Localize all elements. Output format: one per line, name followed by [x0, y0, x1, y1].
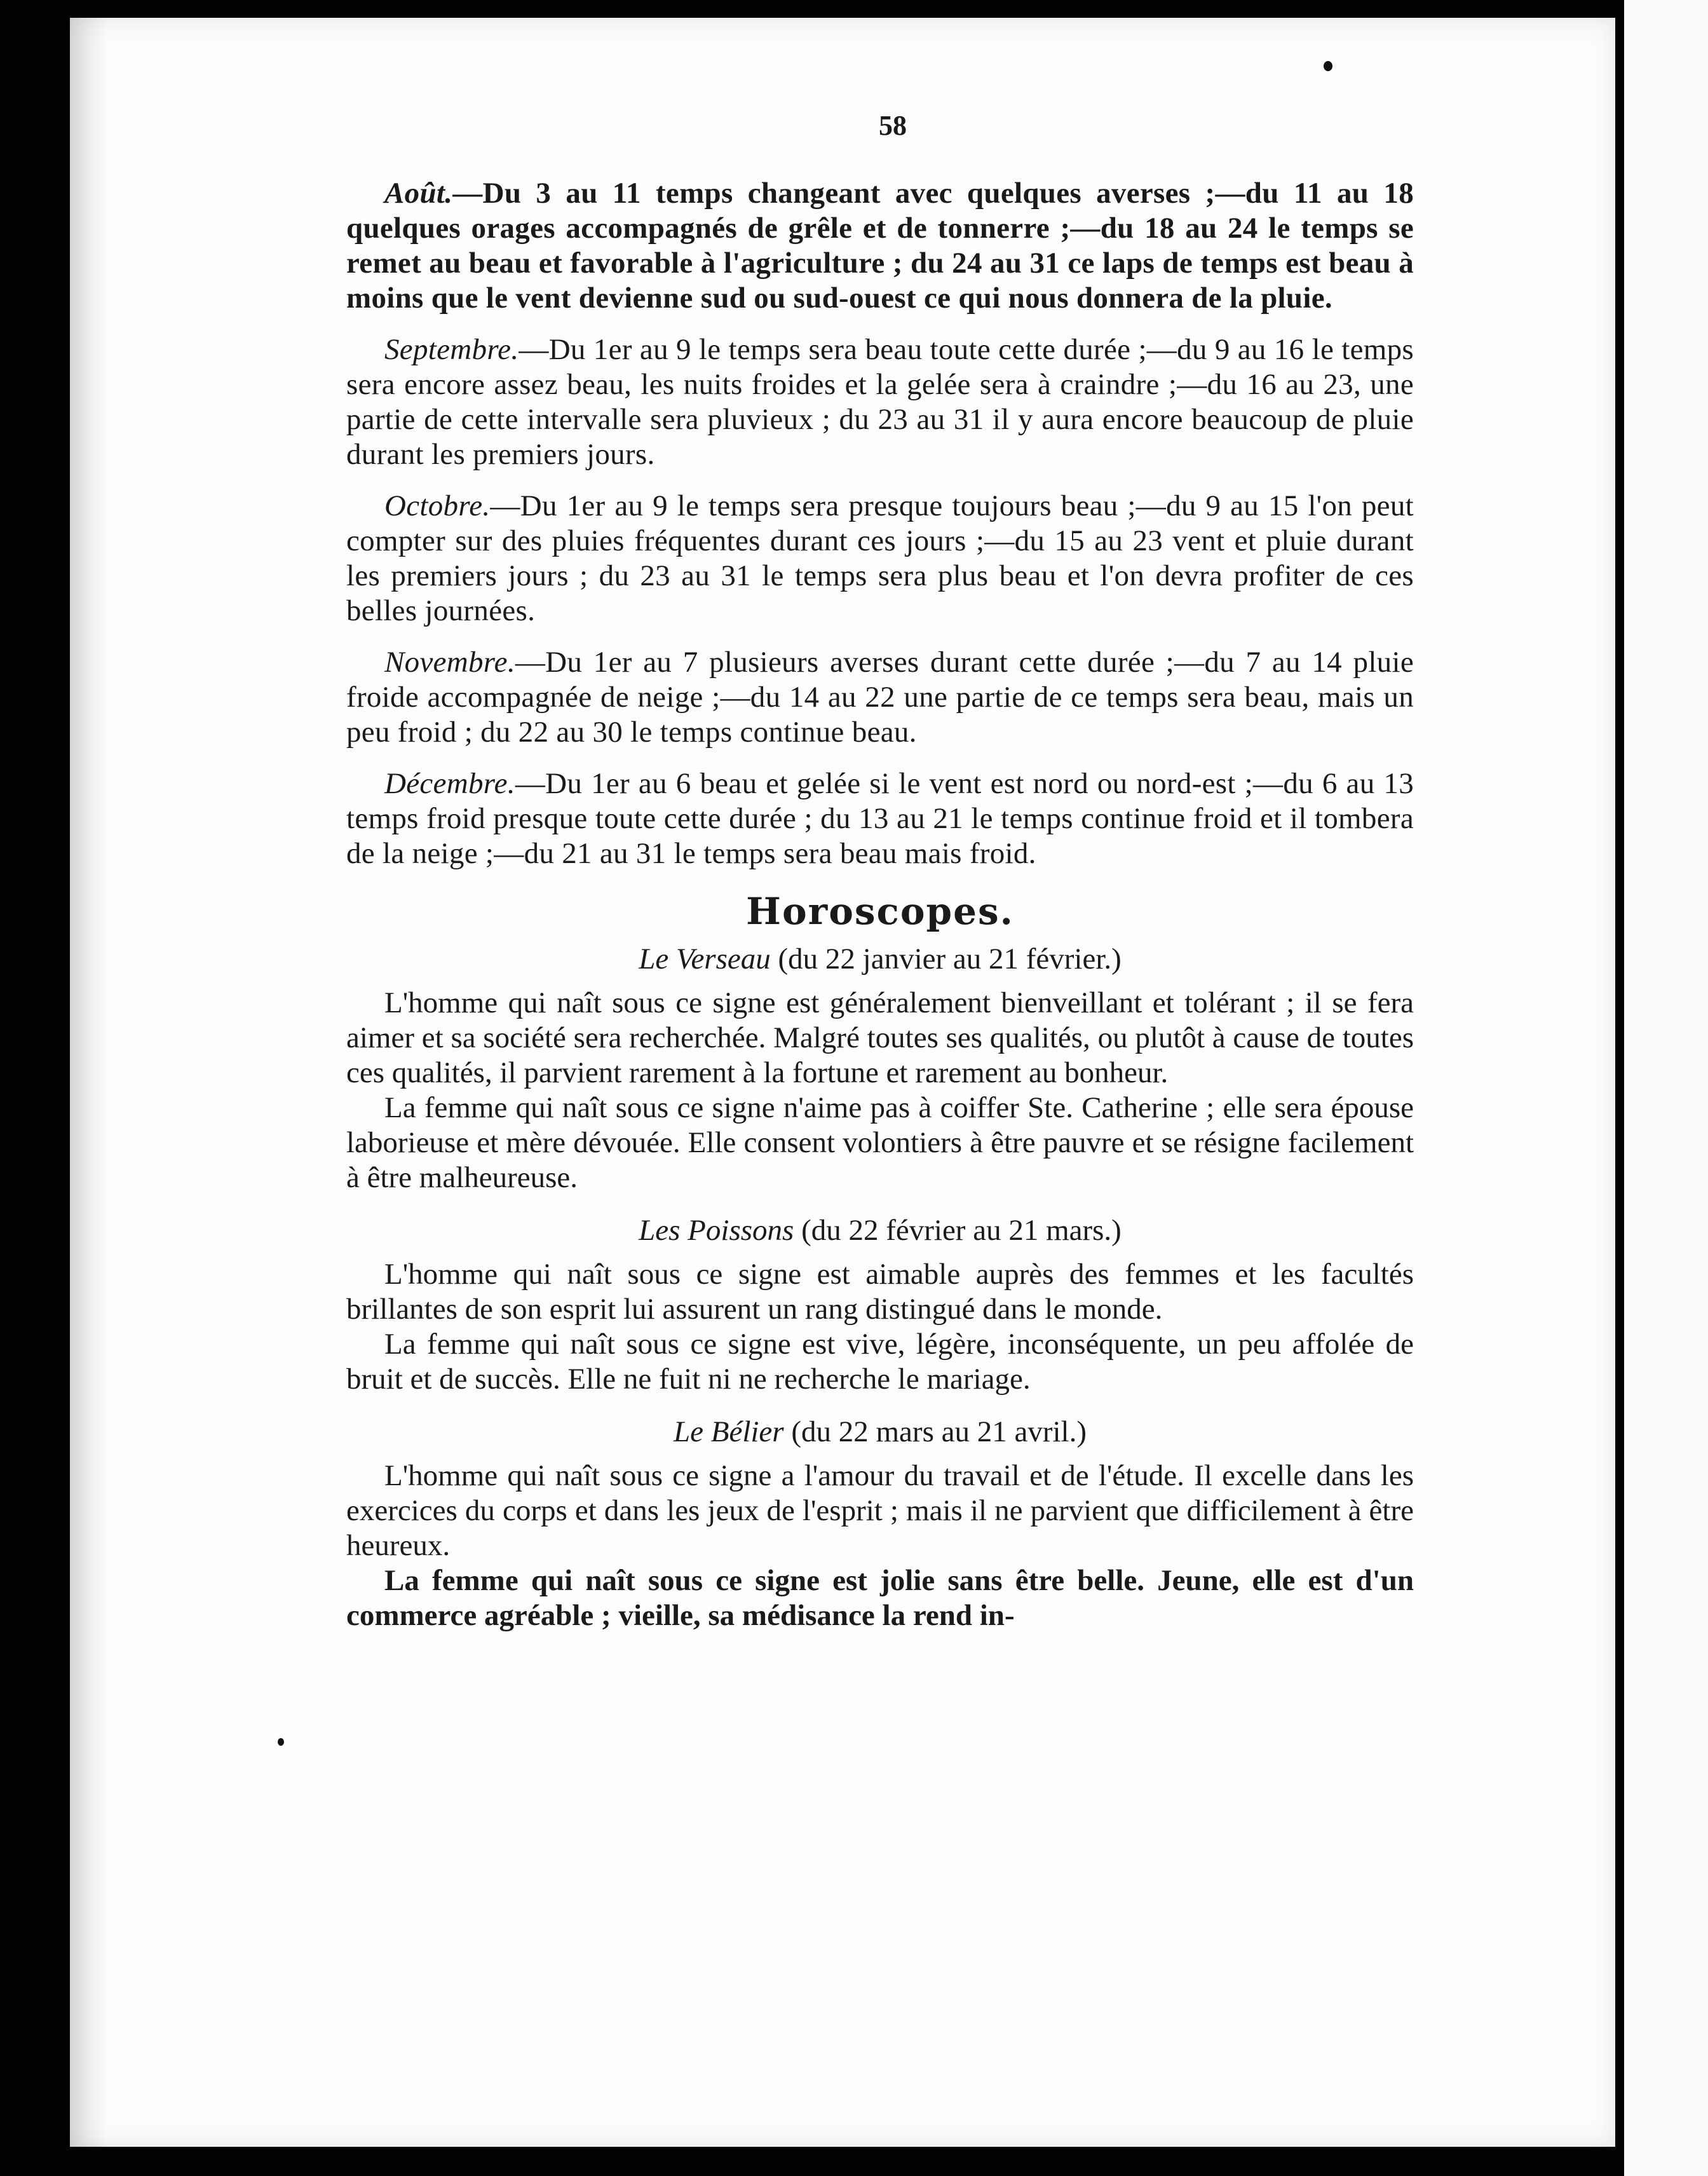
horoscope-femme: La femme qui naît sous ce signe est vive, légère, inconséquente, un peu affolée de bruit et de succès. Elle ne fuit ni ne recherche le mariage. — [346, 1328, 1414, 1396]
month-paragraph-novembre — [346, 645, 1414, 750]
horoscope-femme: La femme qui naît sous ce signe n'aime pas à coiffer Ste. Catherine ; elle sera épouse laborieuse et mère dévouée. Elle consent volontiers à être pauvre et se résigne facilement à être malheureuse. — [346, 1091, 1414, 1194]
sign-heading-belier — [346, 1415, 1414, 1450]
month-text: —Du 3 au 11 temps changeant avec quelques averses ;—du 11 au 18 quelques orages accompagnés de grêle et de tonnerre ;—du 18 au 24 le temps se remet au beau et favorable à l'agriculture ; du 24 au 31 ce laps de temps est beau à moins que le vent devienne sud ou sud-ouest ce qui nous donnera de la pluie. — [346, 177, 1414, 315]
ink-speck — [278, 1738, 284, 1746]
month-name: Octobre. — [384, 489, 491, 522]
page-number: 58 — [879, 110, 907, 141]
page-content — [346, 108, 1414, 1633]
month-name: Novembre. — [384, 646, 515, 679]
month-paragraph-decembre — [346, 766, 1414, 871]
month-name: Septembre. — [384, 333, 519, 366]
sign-dates: (du 22 janvier au 21 février.) — [770, 942, 1122, 976]
sign-dates: (du 22 mars au 21 avril.) — [783, 1415, 1087, 1448]
sign-name: Les Poissons — [639, 1214, 794, 1247]
sign-heading-poissons — [346, 1213, 1414, 1248]
horoscope-femme: La femme qui naît sous ce signe est jolie sans être belle. Jeune, elle est d'un commerce agréable ; vieille, sa médisance la rend in- — [346, 1564, 1414, 1632]
horoscope-homme: L'homme qui naît sous ce signe est aimable auprès des femmes et les facultés brillantes de son esprit lui assurent un rang distingué dans le monde. — [346, 1258, 1414, 1326]
sign-heading-verseau — [346, 942, 1414, 977]
month-text: —Du 1er au 7 plusieurs averses durant cette durée ;—du 7 au 14 pluie froide accompagnée de neige ;—du 14 au 22 une partie de ce temps sera beau, mais un peu froid ; du 22 au 30 le temps continue beau. — [346, 646, 1414, 749]
section-title: Horoscopes. — [746, 890, 1014, 933]
month-text: —Du 1er au 9 le temps sera beau toute cette durée ;—du 9 au 16 le temps sera encore assez beau, les nuits froides et la gelée sera à craindre ;—du 16 au 23, une partie de cette intervalle sera pluvieux ; du 23 au 31 il y aura encore beaucoup de pluie durant les premiers jours. — [346, 333, 1414, 471]
month-name: Décembre. — [384, 767, 515, 800]
month-text: —Du 1er au 6 beau et gelée si le vent est nord ou nord-est ;—du 6 au 13 temps froid presque toute cette durée ; du 13 au 21 le temps continue froid et il tombera de la neige ;—du 21 au 31 le temps sera beau mais froid. — [346, 767, 1414, 870]
sign-name: Le Bélier — [674, 1415, 784, 1448]
sign-name: Le Verseau — [639, 942, 771, 976]
month-paragraph-septembre — [346, 332, 1414, 472]
sign-dates: (du 22 février au 21 mars.) — [794, 1214, 1122, 1247]
facing-page-edge — [1624, 0, 1708, 2176]
page-shadow — [70, 18, 108, 2147]
month-paragraph-octobre — [346, 489, 1414, 629]
horoscope-homme: L'homme qui naît sous ce signe a l'amour du travail et de l'étude. Il excelle dans les exercices du corps et dans les jeux de l'esprit ; mais il ne parvient que difficilement à être heureux. — [346, 1459, 1414, 1562]
month-name: Août. — [384, 177, 453, 210]
ink-speck — [1324, 61, 1332, 71]
horoscope-homme: L'homme qui naît sous ce signe est généralement bienveillant et tolérant ; il se fera aimer et sa société sera recherchée. Malgré toutes ses qualités, ou plutôt à cause de toutes ces qualités, il parvient rarement à la fortune et rarement au bonheur. — [346, 986, 1414, 1089]
month-paragraph-aout — [346, 176, 1414, 316]
month-text: —Du 1er au 9 le temps sera presque toujours beau ;—du 9 au 15 l'on peut compter sur des pluies fréquentes durant ces jours ;—du 15 au 23 vent et pluie durant les premiers jours ; du 23 au 31 le temps sera plus beau et l'on devra profiter de ces belles journées. — [346, 489, 1414, 627]
